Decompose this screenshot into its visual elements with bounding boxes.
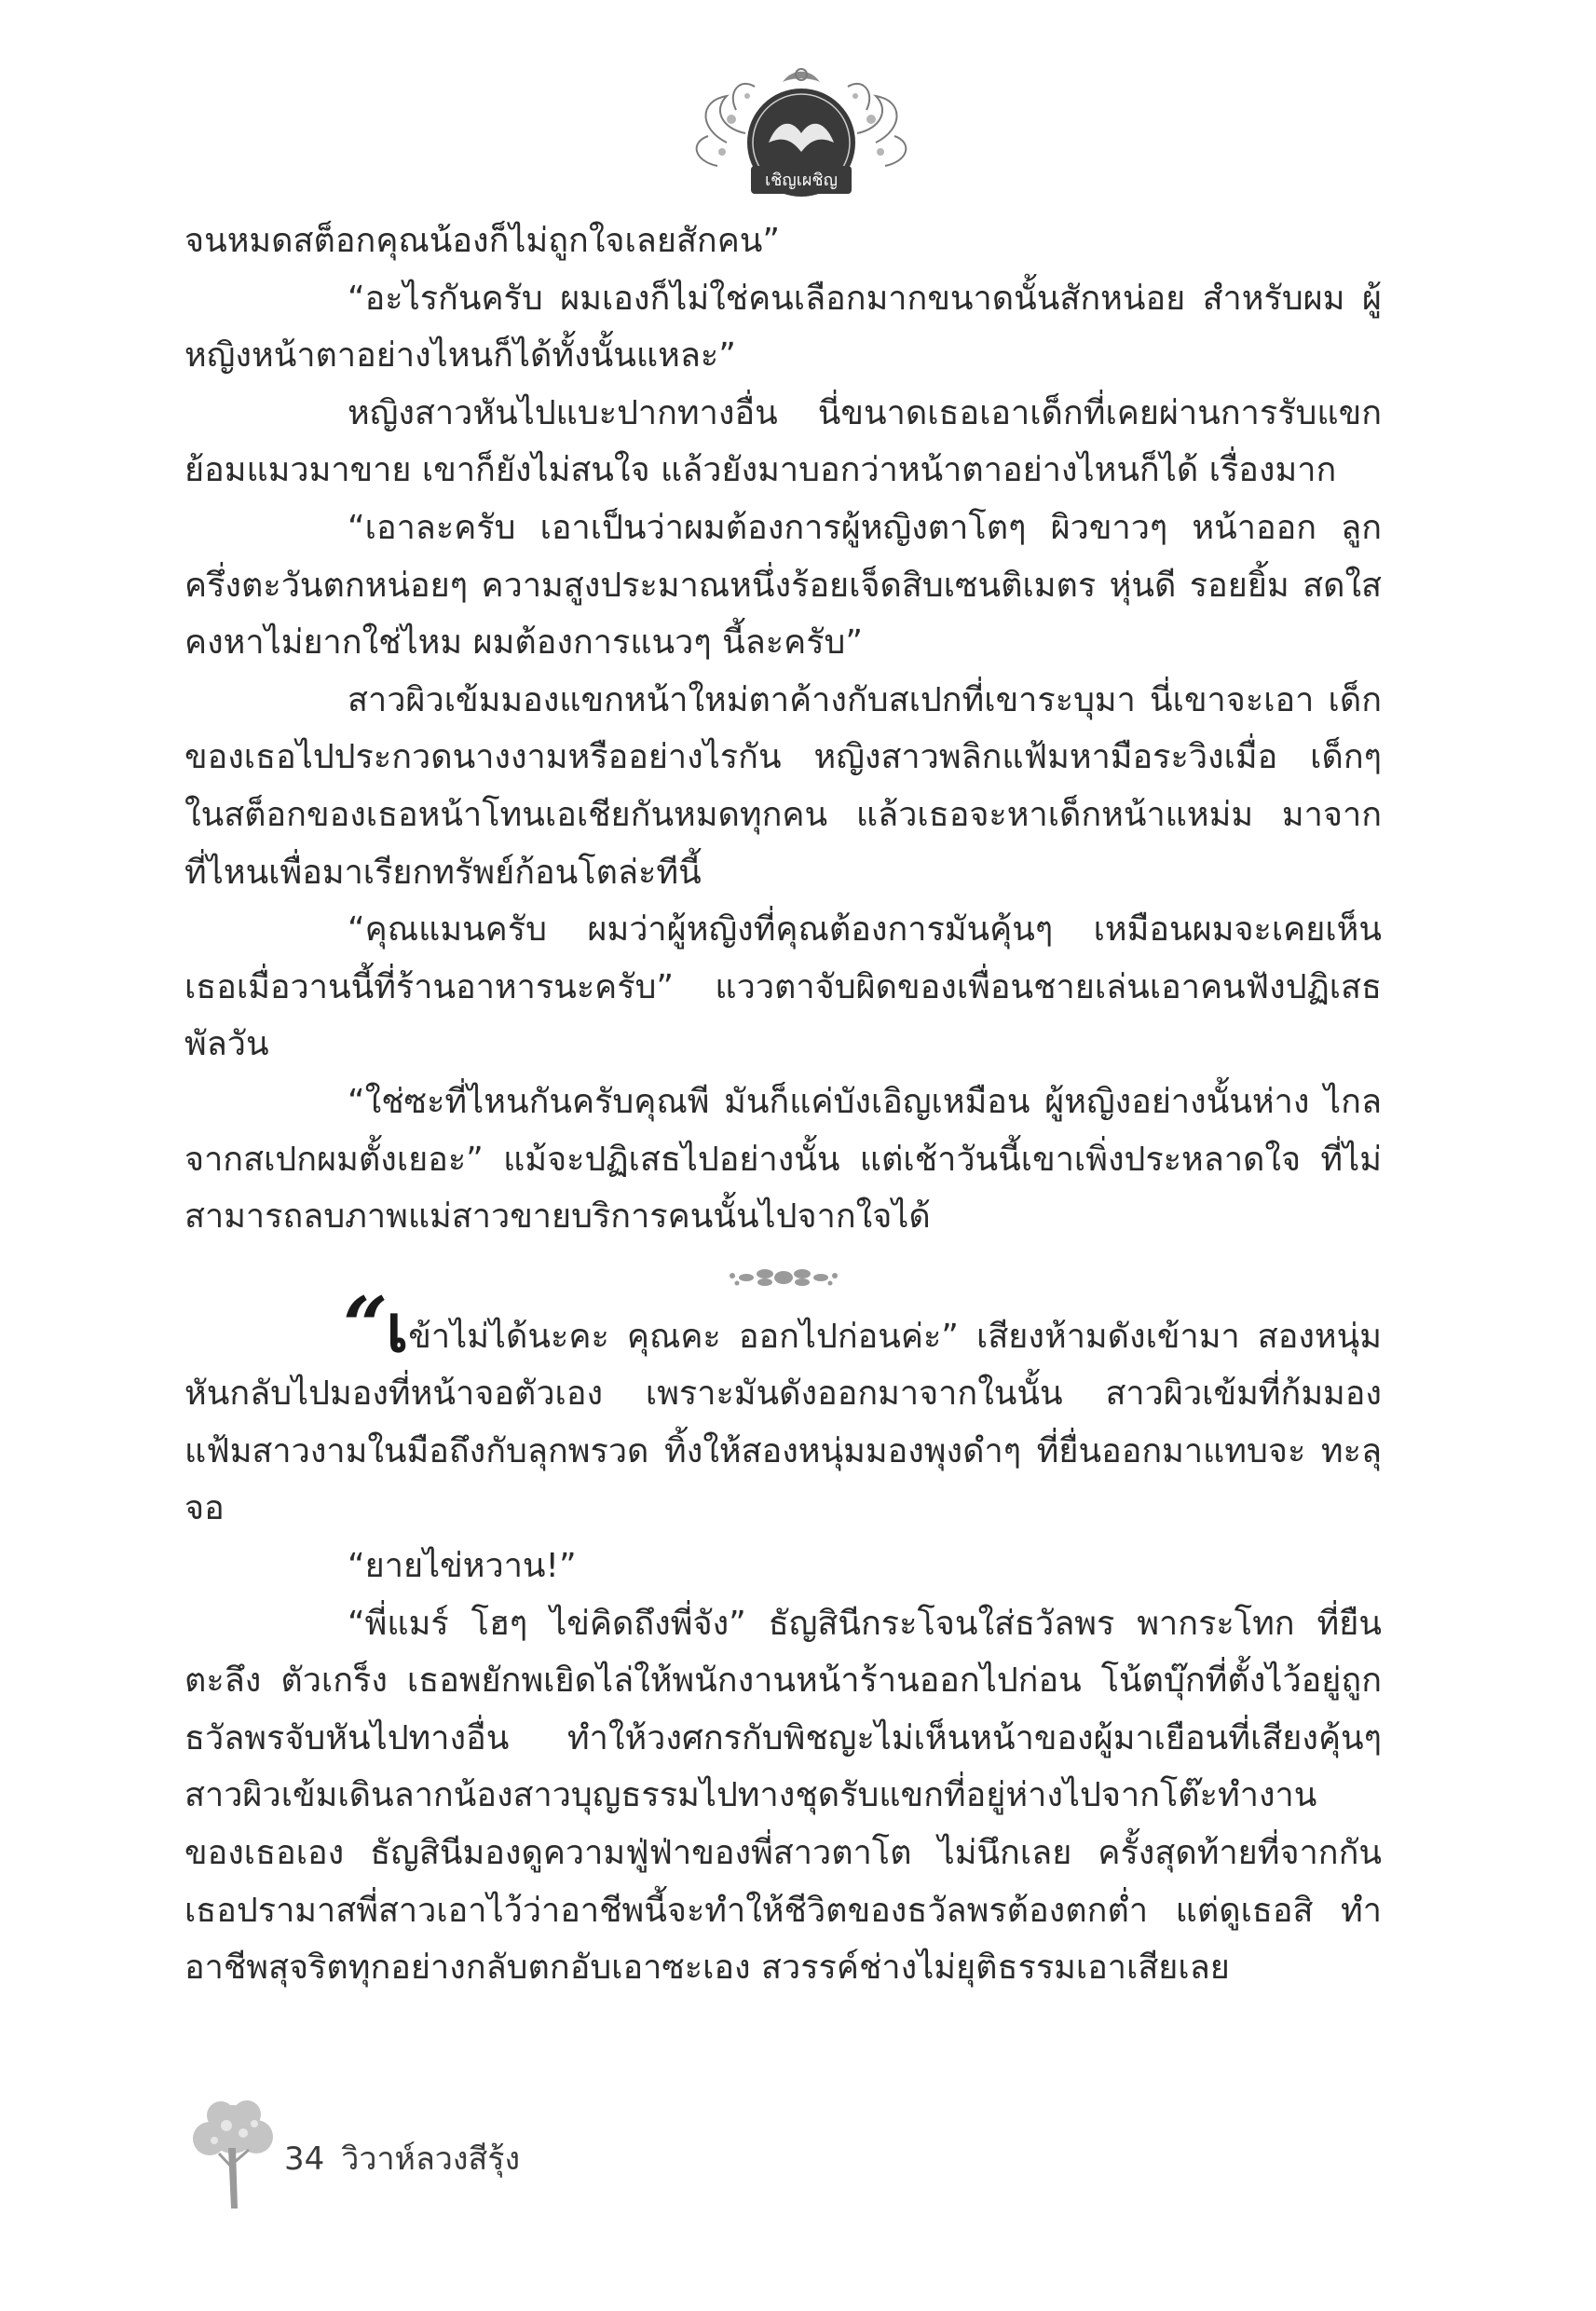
tree-icon xyxy=(182,2092,284,2213)
paragraph: “อะไรกันครับ ผมเองก็ไม่ใช่คนเลือกมากขนาดนั้นสักหน่อย สำหรับผม ผู้หญิงหน้าตาอย่างไหนก็ได้ทั้งนั้นแหละ” xyxy=(184,279,1382,376)
paragraph: “ใช่ซะที่ไหนกันครับคุณพี มันก็แค่บังเอิญเหมือน ผู้หญิงอย่างนั้นห่าง ไกลจากสเปกผมตั้งเยอะ” แม้จะปฏิเสธไปอย่างนั้น แต่เช้าวันนี้เขาเพิ่งประหลาดใจ ที่ไม่สามารถลบภาพแม่สาวขายบริการคนนั้นไปจากใจได้ xyxy=(184,1082,1382,1237)
section-two xyxy=(184,1538,1382,1997)
drop-letter: เ xyxy=(386,1290,409,1367)
page-number: 34 xyxy=(284,2140,325,2178)
floral-divider-icon xyxy=(723,1259,844,1296)
paragraph: หญิงสาวหันไปแบะปากทางอื่น นี่ขนาดเธอเอาเด็กที่เคยผ่านการรับแขก ย้อมแมวมาขาย เขาก็ยังไม่สนใจ แล้วยังมาบอกว่าหน้าตาอย่างไหนก็ได้ เรื่องมาก xyxy=(184,393,1382,490)
body-text xyxy=(184,212,1382,1997)
page-footer xyxy=(182,2092,927,2213)
book-title: วิวาห์ลวงสีรุ้ง xyxy=(341,2140,521,2178)
paragraph: “ยายไข่หวาน!” xyxy=(348,1547,577,1586)
section-one xyxy=(184,212,1382,1246)
opening-quote-mark: “ xyxy=(343,1279,385,1372)
footer-text xyxy=(284,2133,537,2183)
paragraph: “พี่แมร์ โฮๆ ไข่คิดถึงพี่จัง” ธัญสินีกระโจนใส่ธวัลพร พากระโทก ที่ยืนตะลึง ตัวเกร็ง เธอพยักพเยิดไล่ให้พนักงานหน้าร้านออกไปก่อน โน้ตบุ๊กที่ตั้งไว้อยู่ถูก ธวัลพรจับหันไปทางอื่น ทำให้วงศกรกับพิชญะไม่เห็นหน้าของผู้มาเยือนที่เสียงคุ้นๆ สาวผิวเข้มเดินลากน้องสาวบุญธรรมไปทางชุดรับแขกที่อยู่ห่างไปจากโต๊ะทำงาน ของเธอเอง ธัญสินีมองดูความฟู่ฟ่าของพี่สาวตาโต ไม่นึกเลย ครั้งสุดท้ายที่จากกัน เธอปรามาสพี่สาวเอาไว้ว่าอาชีพนี้จะทำให้ชีวิตของธวัลพรต้องตกต่ำ แต่ดูเธอสิ ทำอาชีพสุจริตทุกอย่างกลับตกอับเอาซะเอง สวรรค์ช่างไม่ยุติธรรมเอาเสียเลย xyxy=(184,1604,1382,1988)
paragraph: “คุณแมนครับ ผมว่าผู้หญิงที่คุณต้องการมันคุ้นๆ เหมือนผมจะเคยเห็น เธอเมื่อวานนี้ที่ร้านอาหารนะครับ” แววตาจับผิดของเพื่อนชายเล่นเอาคนฟังปฏิเสธ พัลวัน xyxy=(184,910,1382,1064)
paragraph: จนหมดสต็อกคุณน้องก็ไม่ถูกใจเลยสักคน” xyxy=(184,222,781,260)
header-emblem-label: เชิญเผชิญ xyxy=(765,171,838,190)
paragraph: “เอาละครับ เอาเป็นว่าผมต้องการผู้หญิงตาโตๆ ผิวขาวๆ หน้าออก ลูกครึ่งตะวันตกหน่อยๆ ความสูงประมาณหนึ่งร้อยเจ็ดสิบเซนติเมตร หุ่นดี รอยยิ้ม สดใส คงหาไม่ยากใช่ไหม ผมต้องการแนวๆ นี้ละครับ” xyxy=(184,508,1382,663)
paragraph: สาวผิวเข้มมองแขกหน้าใหม่ตาค้างกับสเปกที่เขาระบุมา นี่เขาจะเอา เด็กของเธอไปประกวดนางงามหรืออย่างไรกัน หญิงสาวพลิกแฟ้มหามือระวิงเมื่อ เด็กๆ ในสต็อกของเธอหน้าโทนเอเชียกันหมดทุกคน แล้วเธอจะหาเด็กหน้าแหม่ม มาจากที่ไหนเพื่อมาเรียกทรัพย์ก้อนโตล่ะทีนี้ xyxy=(184,680,1382,892)
opening-paragraph-text: ข้าไม่ได้นะคะ คุณคะ ออกไปก่อนค่ะ” เสียงห้ามดังเข้ามา สองหนุ่ม หันกลับไปมองที่หน้าจอตัวเอง เพราะมันดังออกมาจากในนั้น สาวผิวเข้มที่ก้มมอง แฟ้มสาวงามในมือถึงกับลุกพรวด ทิ้งให้สองหนุ่มมองพุงดำๆ ที่ยื่นออกมาแทบจะ ทะลุจอ xyxy=(184,1317,1382,1528)
section-two-opening-paragraph xyxy=(184,1279,1382,1538)
